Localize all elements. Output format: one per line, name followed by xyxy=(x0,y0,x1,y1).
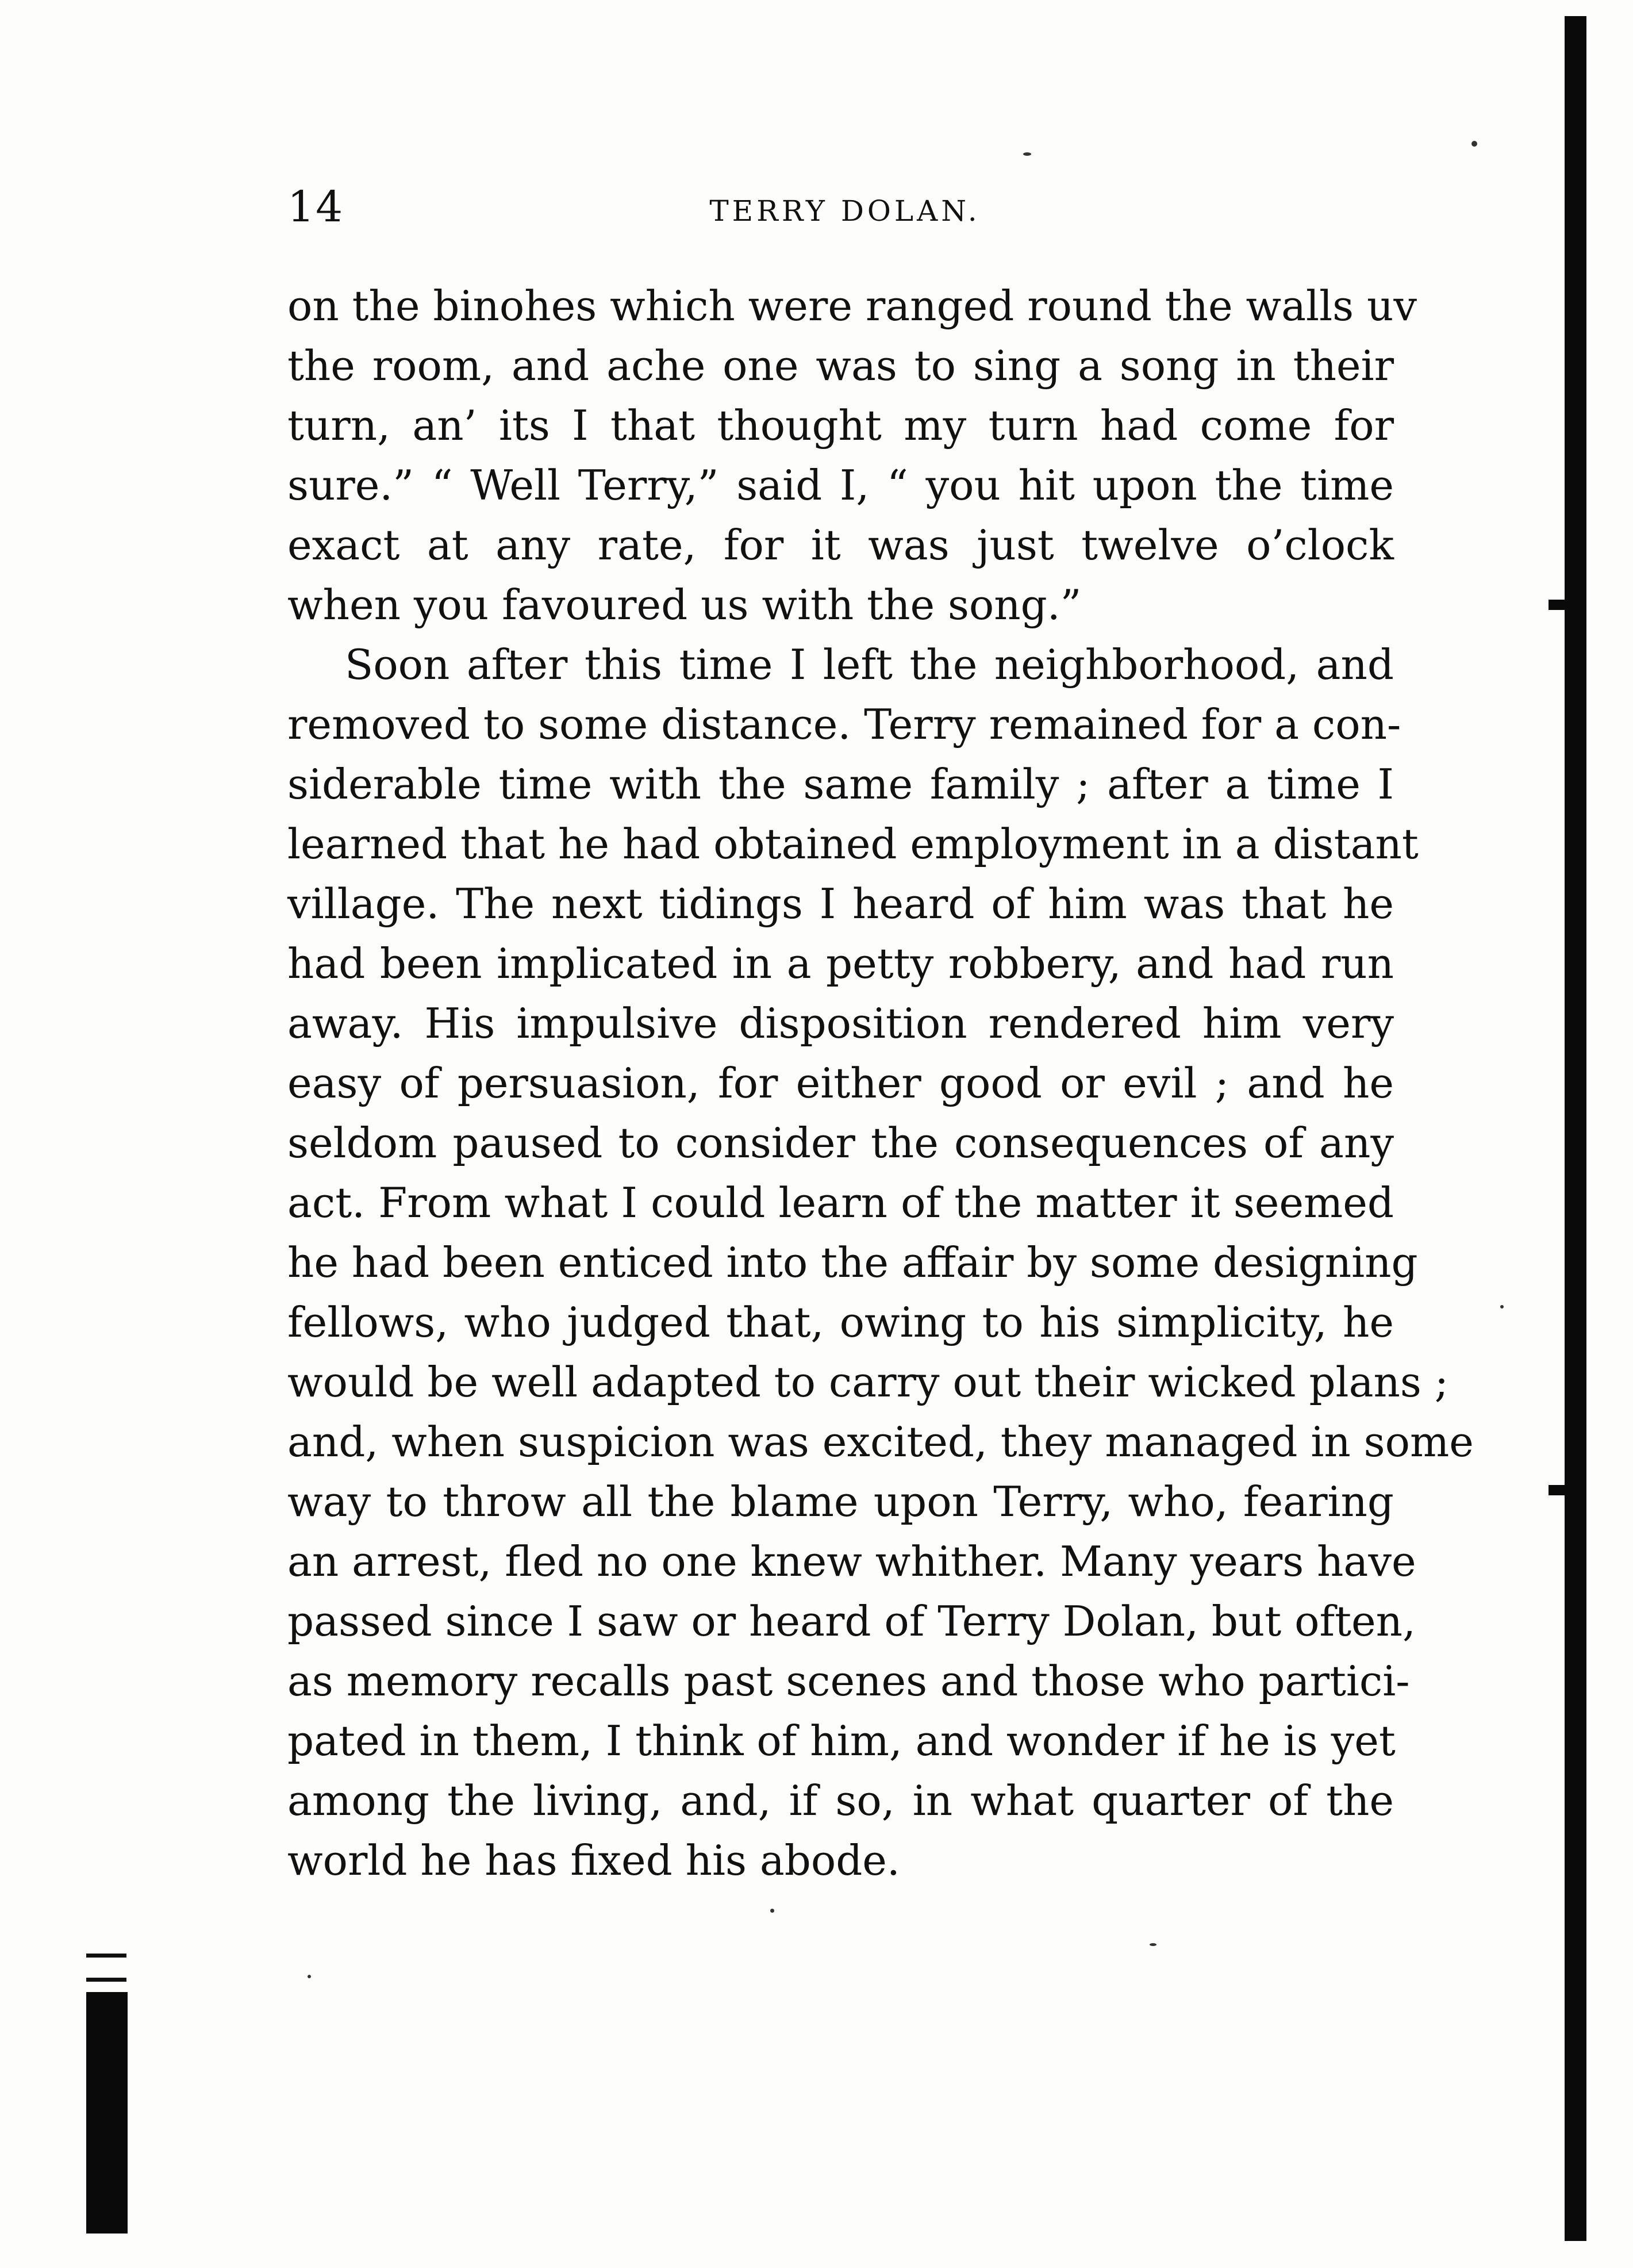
paragraph xyxy=(287,276,1417,635)
paper-speck xyxy=(1023,152,1031,156)
text-line: village. The next tidings I heard of him was that he xyxy=(287,880,1394,928)
edge-mark xyxy=(86,1978,126,1982)
page-number: 14 xyxy=(287,182,344,232)
paper-speck xyxy=(1500,1305,1504,1308)
text-line: world he has fixed his abode. xyxy=(287,1836,900,1885)
text-line: he had been enticed into the affair by some designing xyxy=(287,1238,1418,1287)
paper-speck xyxy=(1471,141,1477,147)
text-line: and, when suspicion was excited, they managed in some xyxy=(287,1418,1474,1466)
text-line: would be well adapted to carry out their wicked plans ; xyxy=(287,1358,1448,1406)
text-line: passed since I saw or heard of Terry Dolan, but often, xyxy=(287,1597,1416,1645)
text-line: fellows, who judged that, owing to his simplicity, he xyxy=(287,1298,1394,1346)
text-line: when you favoured us with the song.” xyxy=(287,581,1082,629)
text-line: sure.” “ Well Terry,” said I, “ you hit upon the time xyxy=(287,461,1394,509)
paper-speck xyxy=(308,1975,311,1978)
text-line: Soon after this time I left the neighborhood, and xyxy=(345,640,1394,689)
text-line: learned that he had obtained employment in a distant xyxy=(287,820,1419,868)
text-line: exact at any rate, for it was just twelve o’clock xyxy=(287,521,1394,569)
text-line: had been implicated in a petty robbery, and had run xyxy=(287,939,1394,988)
text-line: an arrest, fled no one knew whither. Many years have xyxy=(287,1537,1416,1586)
text-line: on the binohes which were ranged round the walls uv xyxy=(287,282,1417,330)
text-line: seldom paused to consider the consequences of any xyxy=(287,1119,1394,1167)
paragraph xyxy=(287,635,1474,1890)
text-line: way to throw all the blame upon Terry, who, fearing xyxy=(287,1478,1394,1526)
text-line: easy of persuasion, for either good or evil ; and he xyxy=(287,1059,1394,1107)
text-line: turn, an’ its I that thought my turn had come for xyxy=(287,401,1394,450)
text-line: among the living, and, if so, in what quarter of the xyxy=(287,1776,1394,1825)
text-line: away. His impulsive disposition rendered him very xyxy=(287,999,1394,1047)
paper-speck xyxy=(1150,1943,1156,1946)
text-line: siderable time with the same family ; after a time I xyxy=(287,760,1394,808)
text-line: removed to some distance. Terry remained for a con- xyxy=(287,700,1401,749)
body-text xyxy=(287,276,1474,1890)
page-edge-shadow-right xyxy=(1565,16,1586,2241)
text-line: as memory recalls past scenes and those who partici- xyxy=(287,1657,1410,1705)
text-line: act. From what I could learn of the matter it seemed xyxy=(287,1179,1394,1227)
text-line: pated in them, I think of him, and wonder if he is yet xyxy=(287,1717,1396,1765)
text-line: the room, and ache one was to sing a song in their xyxy=(287,341,1394,390)
paper-speck xyxy=(770,1909,774,1913)
page-edge-shadow-left xyxy=(86,1992,128,2234)
running-title: TERRY DOLAN. xyxy=(709,194,981,228)
page-header xyxy=(287,181,1403,233)
edge-mark xyxy=(86,1954,126,1958)
